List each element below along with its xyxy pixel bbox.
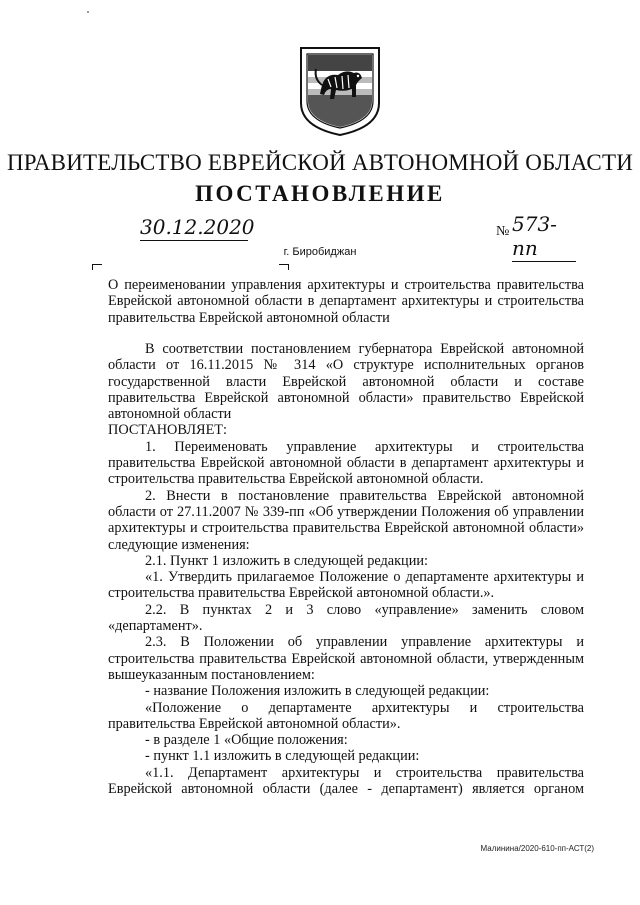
- number-label: №: [496, 224, 510, 239]
- coat-of-arms-icon: [298, 45, 382, 137]
- body-line: «1. Утвердить прилагаемое Положение о департаменте архитектуры и: [145, 569, 584, 586]
- body-line: вышеуказанным постановлением:: [108, 666, 315, 683]
- footer-code: Малинина/2020-610-пп-АСТ(2): [480, 844, 594, 853]
- body-line: 1. Переименовать управление архитектуры и строительства: [145, 438, 584, 455]
- body-line: правительства Еврейской автономной области в департамент архитектуры и: [108, 455, 584, 472]
- body-line: «Положение о департаменте архитектуры и строительства: [145, 699, 584, 716]
- body-line: строительства правительства Еврейской автономной области, утвержденным: [108, 650, 584, 667]
- title-line: Еврейской автономной области в департамент архитектуры и строительства: [108, 293, 584, 310]
- decree-number: 573-пп: [512, 212, 576, 262]
- body-line: строительства правительства Еврейской автономной области.».: [108, 585, 495, 602]
- body-line: 2. Внести в постановление правительства Еврейской автономной: [145, 487, 584, 504]
- body-line: «1.1. Департамент архитектуры и строительства правительства: [145, 764, 584, 781]
- decree-date: 30.12.2020: [140, 215, 255, 239]
- body-line: В соответствии постановлением губернатора Еврейской автономной: [145, 341, 584, 357]
- title-corner-left: [92, 264, 102, 270]
- body-line: 2.2. В пунктах 2 и 3 слово «управление» заменить словом: [145, 601, 584, 618]
- title-line: О переименовании управления архитектуры и строительства правительства: [108, 277, 584, 293]
- body-line: Еврейской автономной области (далее - департамент) является органом: [108, 781, 584, 798]
- body-line: автономной области: [108, 406, 232, 423]
- body-line: государственной власти Еврейской автономной области и составе: [108, 373, 584, 390]
- scan-speck: [87, 11, 89, 13]
- decree-body: [108, 341, 584, 797]
- body-line: «департамент».: [108, 618, 203, 635]
- body-line: области от 16.11.2015 № 314 «О структуре исполнительных органов: [108, 357, 584, 374]
- decree-title: [108, 277, 584, 326]
- body-line: архитектуры и строительства правительства Еврейской автономной области»: [108, 520, 584, 537]
- body-line: правительства Еврейской автономной области».: [108, 715, 401, 732]
- body-line: 2.3. В Положении об управлении управление архитектуры и: [145, 634, 584, 651]
- resolves-heading: ПОСТАНОВЛЯЕТ:: [108, 422, 228, 439]
- body-line: области от 27.11.2007 № 339-пп «Об утверждении Положения об управлении: [108, 503, 584, 520]
- body-line: 2.1. Пункт 1 изложить в следующей редакции:: [145, 552, 428, 569]
- title-line: правительства Еврейской автономной области: [108, 309, 390, 326]
- body-line: строительства правительства Еврейской автономной области.: [108, 471, 484, 488]
- body-line: - пункт 1.1 изложить в следующей редакции:: [145, 748, 420, 765]
- body-line: следующие изменения:: [108, 536, 250, 553]
- city: г. Биробиджан: [283, 246, 357, 258]
- government-name: ПРАВИТЕЛЬСТВО ЕВРЕЙСКОЙ АВТОНОМНОЙ ОБЛАСТИ: [6, 150, 634, 175]
- title-corner-right: [279, 264, 289, 270]
- body-line: - в разделе 1 «Общие положения:: [145, 732, 348, 749]
- body-line: - название Положения изложить в следующей редакции:: [145, 683, 490, 700]
- body-line: правительства Еврейской автономной области» правительство Еврейской: [108, 389, 584, 406]
- document-type: ПОСТАНОВЛЕНИЕ: [195, 181, 445, 206]
